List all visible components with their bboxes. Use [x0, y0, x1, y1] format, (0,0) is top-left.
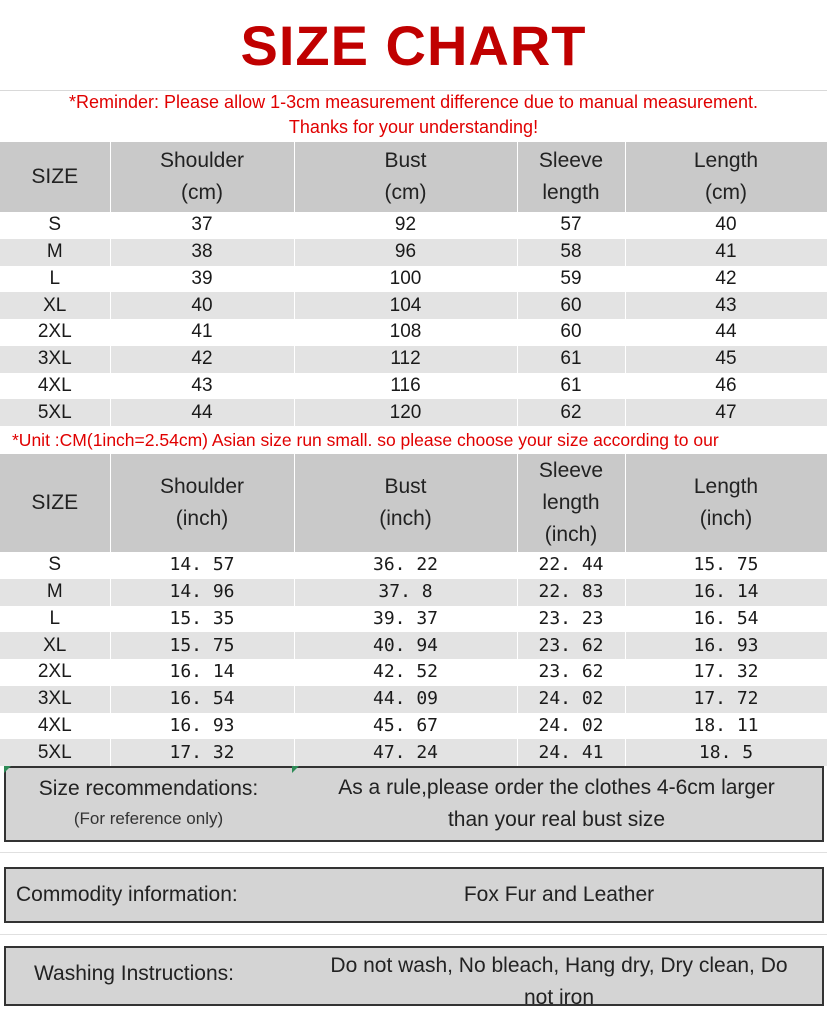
cell-shoulder: 14. 57 [110, 552, 294, 579]
cell-bust: 100 [294, 266, 517, 293]
cell-size: M [0, 239, 110, 266]
table-row [0, 346, 827, 373]
page-title: SIZE CHART [240, 13, 587, 77]
table-row [0, 552, 827, 579]
header-length: Length (inch) [625, 454, 827, 552]
cell-shoulder: 38 [110, 239, 294, 266]
cell-sleeve: 57 [517, 212, 625, 239]
recommendation-label-group [6, 774, 291, 834]
cell-bust: 47. 24 [294, 739, 517, 766]
cell-size: S [0, 212, 110, 239]
cell-bust: 36. 22 [294, 552, 517, 579]
table-row [0, 579, 827, 606]
cell-shoulder: 42 [110, 346, 294, 373]
cell-length: 16. 93 [625, 632, 827, 659]
header-bust: Bust (cm) [294, 142, 517, 212]
recommendation-value-group [291, 772, 822, 836]
washing-value-line-2: not iron [523, 986, 595, 1009]
cell-comment-marker [4, 766, 11, 773]
cell-length: 47 [625, 399, 827, 426]
cell-sleeve: 23. 23 [517, 606, 625, 633]
cell-sleeve: 22. 44 [517, 552, 625, 579]
cell-bust: 112 [294, 346, 517, 373]
table-row [0, 399, 827, 426]
cell-bust: 96 [294, 239, 517, 266]
cell-shoulder: 43 [110, 373, 294, 400]
table-row [0, 632, 827, 659]
cell-shoulder: 44 [110, 399, 294, 426]
cell-bust: 92 [294, 212, 517, 239]
cell-sleeve: 60 [517, 319, 625, 346]
header-length: Length (cm) [625, 142, 827, 212]
cell-length: 42 [625, 266, 827, 293]
cell-length: 41 [625, 239, 827, 266]
cell-size: 5XL [0, 399, 110, 426]
cell-sleeve: 23. 62 [517, 659, 625, 686]
recommendation-value-line-1: As a rule,please order the clothes 4-6cm larger [338, 776, 775, 799]
cell-sleeve: 24. 02 [517, 686, 625, 713]
cell-bust: 120 [294, 399, 517, 426]
cell-shoulder: 16. 93 [110, 713, 294, 740]
cell-sleeve: 24. 41 [517, 739, 625, 766]
cell-length: 46 [625, 373, 827, 400]
cell-shoulder: 16. 14 [110, 659, 294, 686]
header-sleeve: Sleeve length [517, 142, 625, 212]
table-row [0, 239, 827, 266]
washing-value-line-1: Do not wash, No bleach, Hang dry, Dry clean, Do [330, 954, 788, 977]
header-shoulder: Shoulder (inch) [110, 454, 294, 552]
cell-size: 5XL [0, 739, 110, 766]
cell-size: M [0, 579, 110, 606]
cell-size: 4XL [0, 373, 110, 400]
cell-sleeve: 60 [517, 292, 625, 319]
cell-length: 45 [625, 346, 827, 373]
cell-bust: 44. 09 [294, 686, 517, 713]
cell-bust: 116 [294, 373, 517, 400]
header-size: SIZE [0, 454, 110, 552]
cell-shoulder: 14. 96 [110, 579, 294, 606]
inch-size-table [0, 454, 827, 766]
cell-size: 2XL [0, 319, 110, 346]
cell-bust: 37. 8 [294, 579, 517, 606]
table-row [0, 212, 827, 239]
commodity-info-box [4, 867, 824, 923]
header-size: SIZE [0, 142, 110, 212]
cell-shoulder: 16. 54 [110, 686, 294, 713]
cell-sleeve: 22. 83 [517, 579, 625, 606]
reminder-line-1: *Reminder: Please allow 1-3cm measurement difference due to manual measurement. [68, 92, 758, 112]
header-bust: Bust (inch) [294, 454, 517, 552]
cell-size: XL [0, 632, 110, 659]
cell-shoulder: 40 [110, 292, 294, 319]
cell-shoulder: 41 [110, 319, 294, 346]
cell-length: 18. 11 [625, 713, 827, 740]
cell-size: S [0, 552, 110, 579]
reminder-line-2: Thanks for your understanding! [288, 117, 539, 137]
table-row [0, 373, 827, 400]
cell-shoulder: 17. 32 [110, 739, 294, 766]
cell-size: L [0, 606, 110, 633]
cell-size: 3XL [0, 346, 110, 373]
cell-length: 40 [625, 212, 827, 239]
cell-shoulder: 15. 75 [110, 632, 294, 659]
header-shoulder: Shoulder (cm) [110, 142, 294, 212]
cell-bust: 45. 67 [294, 713, 517, 740]
cell-length: 44 [625, 319, 827, 346]
cell-bust: 104 [294, 292, 517, 319]
cell-shoulder: 15. 35 [110, 606, 294, 633]
recommendation-sub: (For reference only) [73, 809, 224, 828]
commodity-value: Fox Fur and Leather [463, 883, 655, 906]
cell-size: 4XL [0, 713, 110, 740]
cell-shoulder: 37 [110, 212, 294, 239]
cell-length: 16. 14 [625, 579, 827, 606]
cell-bust: 40. 94 [294, 632, 517, 659]
cm-header-row [0, 142, 827, 212]
cell-length: 15. 75 [625, 552, 827, 579]
table-row [0, 659, 827, 686]
recommendation-label: Size recommendations: [38, 777, 259, 800]
cell-comment-marker [292, 766, 299, 773]
cell-sleeve: 58 [517, 239, 625, 266]
cell-sleeve: 61 [517, 346, 625, 373]
cell-size: XL [0, 292, 110, 319]
washing-label: Washing Instructions: [34, 962, 234, 985]
washing-value-group [296, 948, 822, 1012]
cell-sleeve: 59 [517, 266, 625, 293]
cell-bust: 42. 52 [294, 659, 517, 686]
cell-sleeve: 24. 02 [517, 713, 625, 740]
divider [0, 934, 827, 935]
recommendation-value-line-2: than your real bust size [447, 808, 666, 831]
commodity-label: Commodity information: [16, 883, 238, 906]
cell-sleeve: 62 [517, 399, 625, 426]
table-row [0, 739, 827, 766]
cell-bust: 39. 37 [294, 606, 517, 633]
table-row [0, 292, 827, 319]
table-row [0, 319, 827, 346]
cell-size: L [0, 266, 110, 293]
cell-size: 2XL [0, 659, 110, 686]
cell-length: 17. 32 [625, 659, 827, 686]
size-recommendation-box [4, 766, 824, 842]
inch-header-row [0, 454, 827, 552]
cell-length: 17. 72 [625, 686, 827, 713]
divider [0, 852, 827, 853]
washing-instructions-box [4, 946, 824, 1009]
cell-size: 3XL [0, 686, 110, 713]
cm-size-table [0, 142, 827, 426]
cell-length: 16. 54 [625, 606, 827, 633]
header-sleeve: Sleeve length (inch) [517, 454, 625, 552]
cell-length: 43 [625, 292, 827, 319]
cell-sleeve: 61 [517, 373, 625, 400]
cell-bust: 108 [294, 319, 517, 346]
table-row [0, 266, 827, 293]
table-row [0, 686, 827, 713]
reminder-note [0, 90, 827, 142]
cell-shoulder: 39 [110, 266, 294, 293]
cell-sleeve: 23. 62 [517, 632, 625, 659]
unit-note: *Unit :CM(1inch=2.54cm) Asian size run small. so please choose your size according to our [12, 430, 719, 450]
table-row [0, 713, 827, 740]
cell-length: 18. 5 [625, 739, 827, 766]
table-row [0, 606, 827, 633]
title-row [0, 0, 827, 91]
